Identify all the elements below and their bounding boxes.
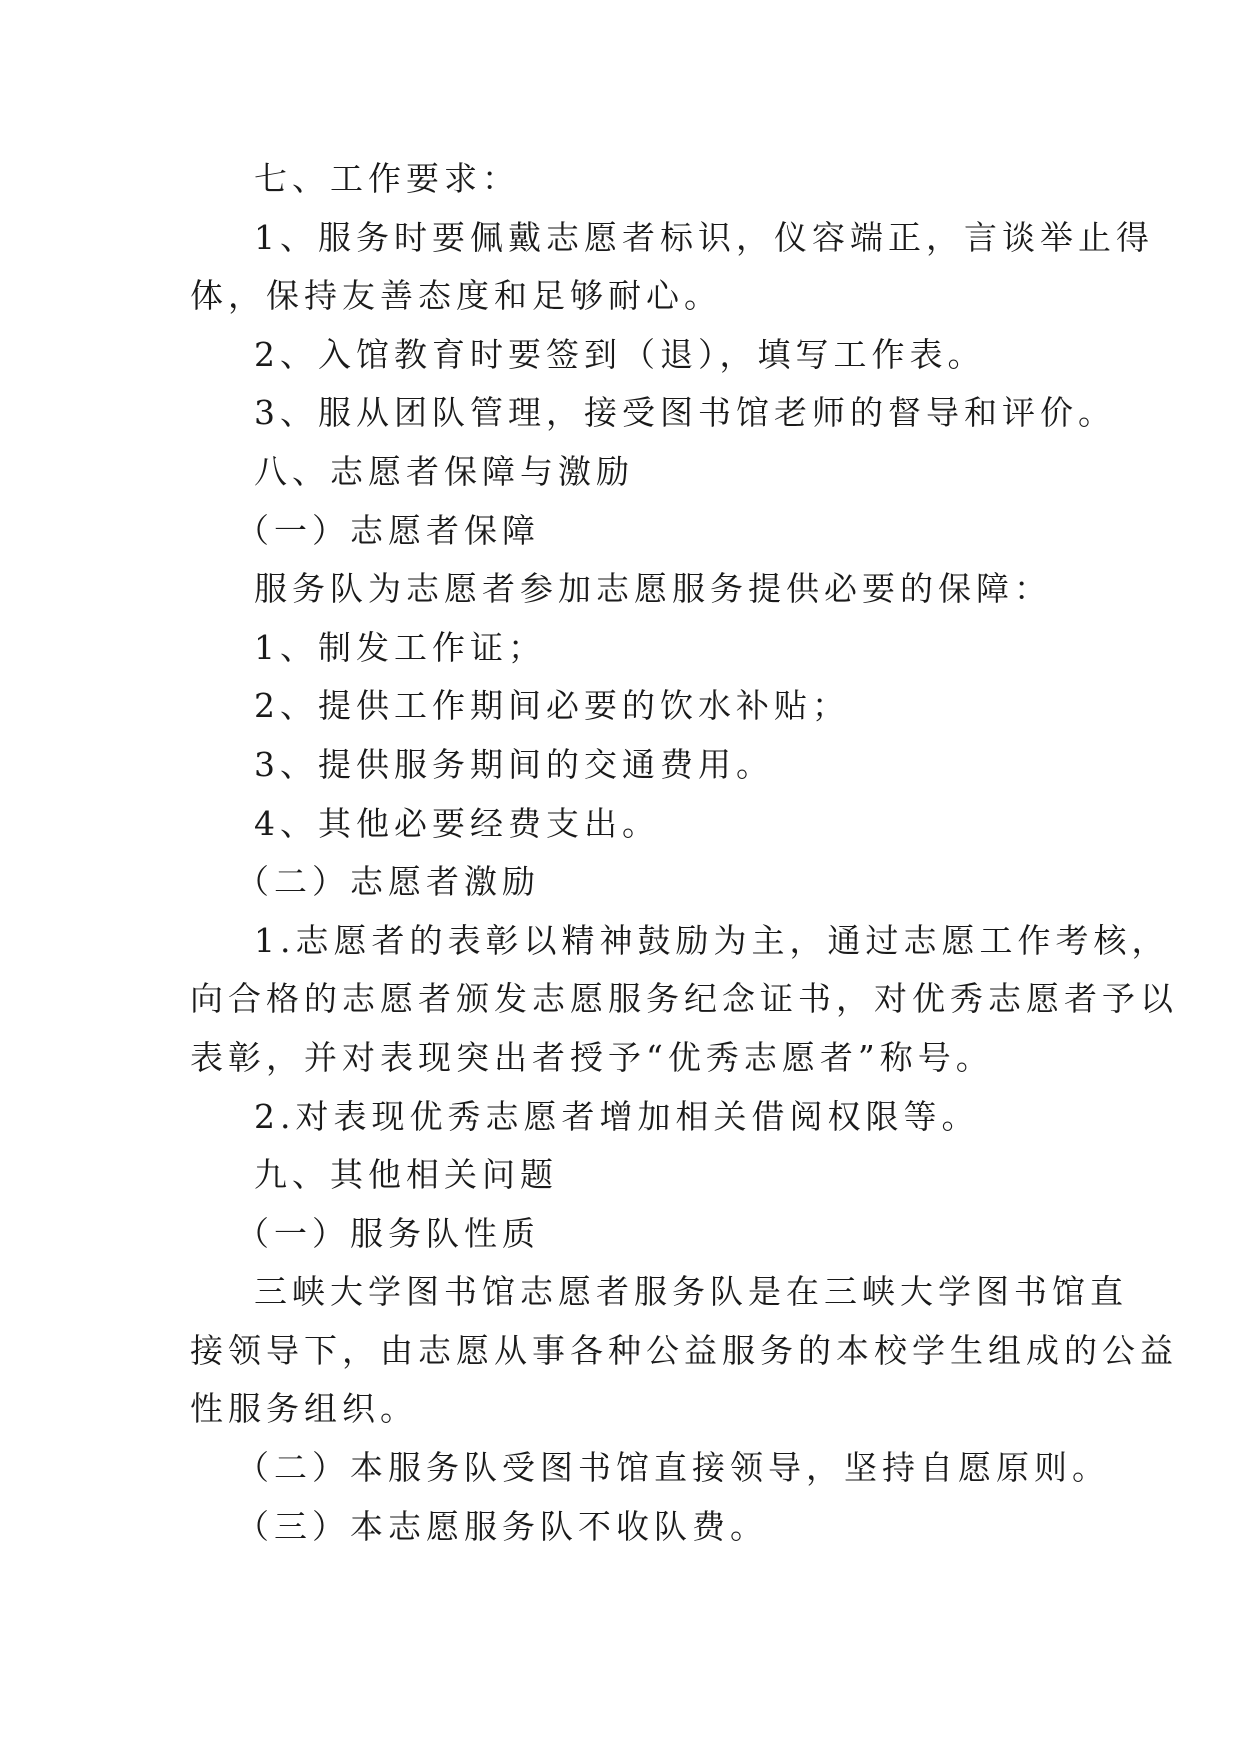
paragraph-line: 1、服务时要佩戴志愿者标识，仪容端正，言谈举止得 (254, 217, 1154, 257)
list-item: 2、提供工作期间必要的饮水补贴； (254, 686, 850, 726)
subsection-heading: （二）志愿者激励 (236, 862, 540, 902)
paragraph-line: （三）本志愿服务队不收队费。 (236, 1506, 768, 1546)
section-heading-8: 八、志愿者保障与激励 (254, 451, 634, 491)
subsection-heading: （一）志愿者保障 (236, 510, 540, 550)
list-item: 3、提供服务期间的交通费用。 (254, 744, 774, 784)
paragraph-line: 2、入馆教育时要签到（退），填写工作表。 (254, 334, 986, 374)
paragraph-line: 2.对表现优秀志愿者增加相关借阅权限等。 (254, 1096, 980, 1136)
paragraph-line: 接领导下，由志愿从事各种公益服务的本校学生组成的公益 (190, 1330, 1178, 1370)
subsection-heading: （一）服务队性质 (236, 1213, 540, 1253)
section-heading-9: 九、其他相关问题 (254, 1155, 558, 1195)
paragraph-line: （二）本服务队受图书馆直接领导，坚持自愿原则。 (236, 1448, 1110, 1488)
paragraph-line: 向合格的志愿者颁发志愿服务纪念证书，对优秀志愿者予以 (190, 979, 1178, 1019)
paragraph-line: 表彰，并对表现突出者授予“优秀志愿者”称号。 (190, 1037, 994, 1077)
paragraph-line: 3、服从团队管理，接受图书馆老师的督导和评价。 (254, 393, 1116, 433)
document-body (190, 150, 1178, 1556)
list-item: 4、其他必要经费支出。 (254, 803, 660, 843)
paragraph-line: 服务队为志愿者参加志愿服务提供必要的保障： (254, 569, 1052, 609)
paragraph-line: 体，保持友善态度和足够耐心。 (190, 276, 722, 316)
paragraph-line: 三峡大学图书馆志愿者服务队是在三峡大学图书馆直 (254, 1272, 1128, 1312)
paragraph-line: 性服务组织。 (190, 1389, 418, 1429)
section-heading-7: 七、工作要求： (254, 159, 520, 198)
paragraph-line: 1.志愿者的表彰以精神鼓励为主，通过志愿工作考核， (254, 920, 1170, 960)
list-item: 1、制发工作证； (254, 627, 546, 667)
